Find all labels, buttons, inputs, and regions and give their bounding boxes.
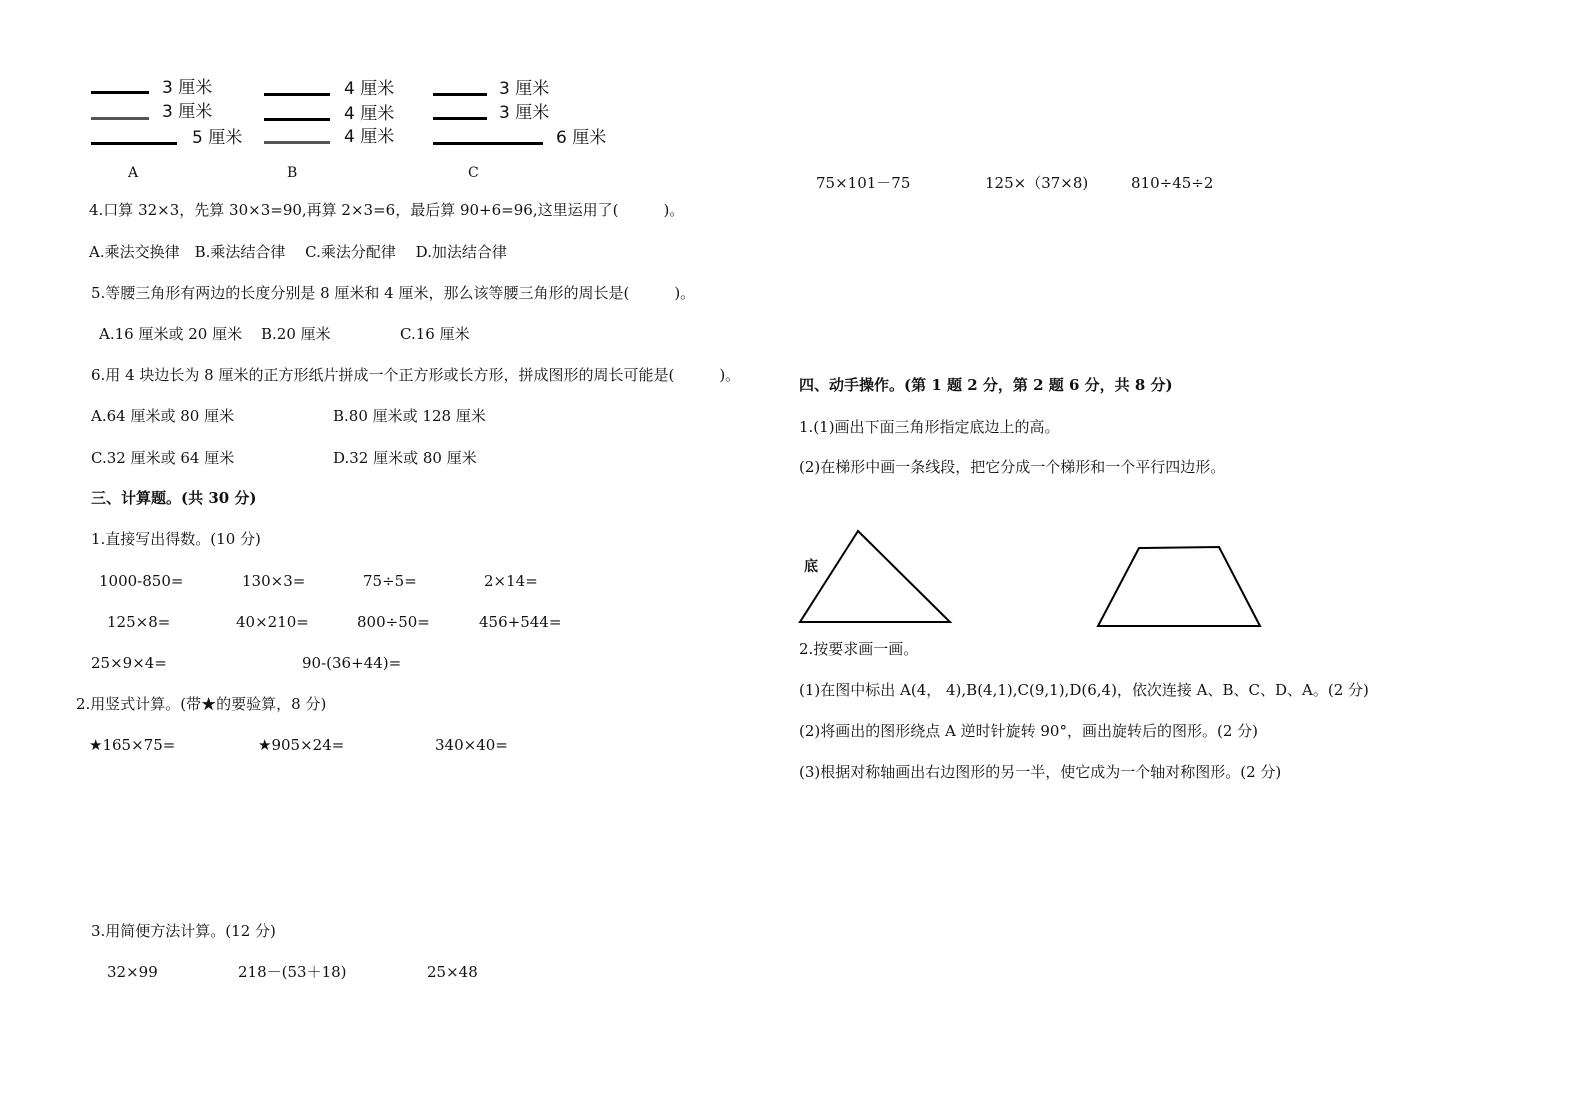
segment-length-label: 3 厘米 — [162, 78, 213, 98]
question-4-options: A.乘法交换律 B.乘法结合律 C.乘法分配律 D.加法结合律 — [89, 243, 507, 261]
section-4-q1b: (2)在梯形中画一条线段，把它分成一个梯形和一个平行四边形。 — [799, 458, 1226, 476]
segment-line — [264, 93, 330, 96]
segment-length-label: 4 厘米 — [344, 79, 395, 99]
mental-math-item: 25×9×4= — [91, 654, 167, 672]
question-6-option-a: A.64 厘米或 80 厘米 — [91, 407, 235, 425]
question-5-option-a: A.16 厘米或 20 厘米 — [99, 325, 243, 343]
segment-length-label: 5 厘米 — [192, 128, 243, 148]
mental-math-item: 125×8= — [107, 613, 171, 631]
section-4-q2a: (1)在图中标出 A(4， 4),B(4,1),C(9,1),D(6,4)，依次连接 A、B、C、D、A。(2 分) — [799, 681, 1369, 699]
segment-length-label: 3 厘米 — [499, 79, 550, 99]
question-5-option-c: C.16 厘米 — [400, 325, 470, 343]
mental-math-item: 2×14= — [484, 572, 538, 590]
section-3-part-2-title: 2.用竖式计算。(带★的要验算，8 分) — [76, 695, 327, 713]
segment-line — [91, 142, 177, 145]
segment-line — [433, 142, 543, 145]
simplified-calc-item: 75×101－75 — [816, 174, 911, 192]
vertical-calc-item: ★165×75= — [89, 736, 176, 754]
section-4-title: 四、动手操作。(第 1 题 2 分，第 2 题 6 分，共 8 分) — [799, 376, 1173, 394]
simplified-calc-item: 125×（37×8) — [985, 174, 1089, 192]
simplified-calc-item: 32×99 — [107, 963, 158, 981]
trapezoid-shape — [1098, 547, 1260, 626]
question-6-option-d: D.32 厘米或 80 厘米 — [333, 449, 477, 467]
simplified-calc-item: 218－(53＋18) — [238, 963, 347, 981]
segment-length-label: 4 厘米 — [344, 104, 395, 124]
group-label: B — [287, 165, 298, 181]
question-6-option-b: B.80 厘米或 128 厘米 — [333, 407, 486, 425]
simplified-calc-item: 810÷45÷2 — [1131, 174, 1214, 192]
vertical-calc-item: 340×40= — [435, 736, 508, 754]
mental-math-item: 456+544= — [479, 613, 562, 631]
segment-length-label: 6 厘米 — [556, 128, 607, 148]
segment-line — [433, 117, 487, 120]
group-label: C — [468, 165, 479, 181]
mental-math-item: 800÷50= — [357, 613, 430, 631]
segment-line — [91, 91, 149, 94]
section-4-q2: 2.按要求画一画。 — [799, 640, 919, 658]
segment-line — [264, 118, 330, 121]
segment-line — [264, 141, 330, 144]
segment-length-label: 4 厘米 — [344, 127, 395, 147]
section-4-q2c: (3)根据对称轴画出右边图形的另一半，使它成为一个轴对称图形。(2 分) — [799, 763, 1282, 781]
section-3-part-3-title: 3.用简便方法计算。(12 分) — [91, 922, 276, 940]
segment-line — [91, 117, 149, 120]
section-4-q2b: (2)将画出的图形绕点 A 逆时针旋转 90°，画出旋转后的图形。(2 分) — [799, 722, 1258, 740]
section-4-q1a: 1.(1)画出下面三角形指定底边上的高。 — [799, 418, 1060, 436]
question-4: 4.口算 32×3，先算 30×3=90,再算 2×3=6，最后算 90+6=96,这里运用了( )。 — [89, 201, 685, 219]
question-6-option-c: C.32 厘米或 64 厘米 — [91, 449, 235, 467]
question-6: 6.用 4 块边长为 8 厘米的正方形纸片拼成一个正方形或长方形，拼成图形的周长可能是( )。 — [91, 366, 741, 384]
triangle-shape — [800, 531, 950, 622]
vertical-calc-item: ★905×24= — [258, 736, 345, 754]
segment-length-label: 3 厘米 — [162, 102, 213, 122]
mental-math-item: 40×210= — [236, 613, 309, 631]
triangle-base-label: 底 — [804, 559, 818, 575]
mental-math-item: 130×3= — [242, 572, 306, 590]
simplified-calc-item: 25×48 — [427, 963, 478, 981]
question-5: 5.等腰三角形有两边的长度分别是 8 厘米和 4 厘米，那么该等腰三角形的周长是( )。 — [91, 284, 696, 302]
mental-math-item: 90-(36+44)= — [302, 654, 402, 672]
segment-line — [433, 93, 487, 96]
question-5-option-b: B.20 厘米 — [261, 325, 331, 343]
mental-math-item: 1000-850= — [99, 572, 184, 590]
group-label: A — [128, 165, 139, 181]
mental-math-item: 75÷5= — [363, 572, 417, 590]
segment-length-label: 3 厘米 — [499, 103, 550, 123]
section-3-title: 三、计算题。(共 30 分) — [91, 489, 257, 507]
section-3-part-1-title: 1.直接写出得数。(10 分) — [91, 530, 261, 548]
